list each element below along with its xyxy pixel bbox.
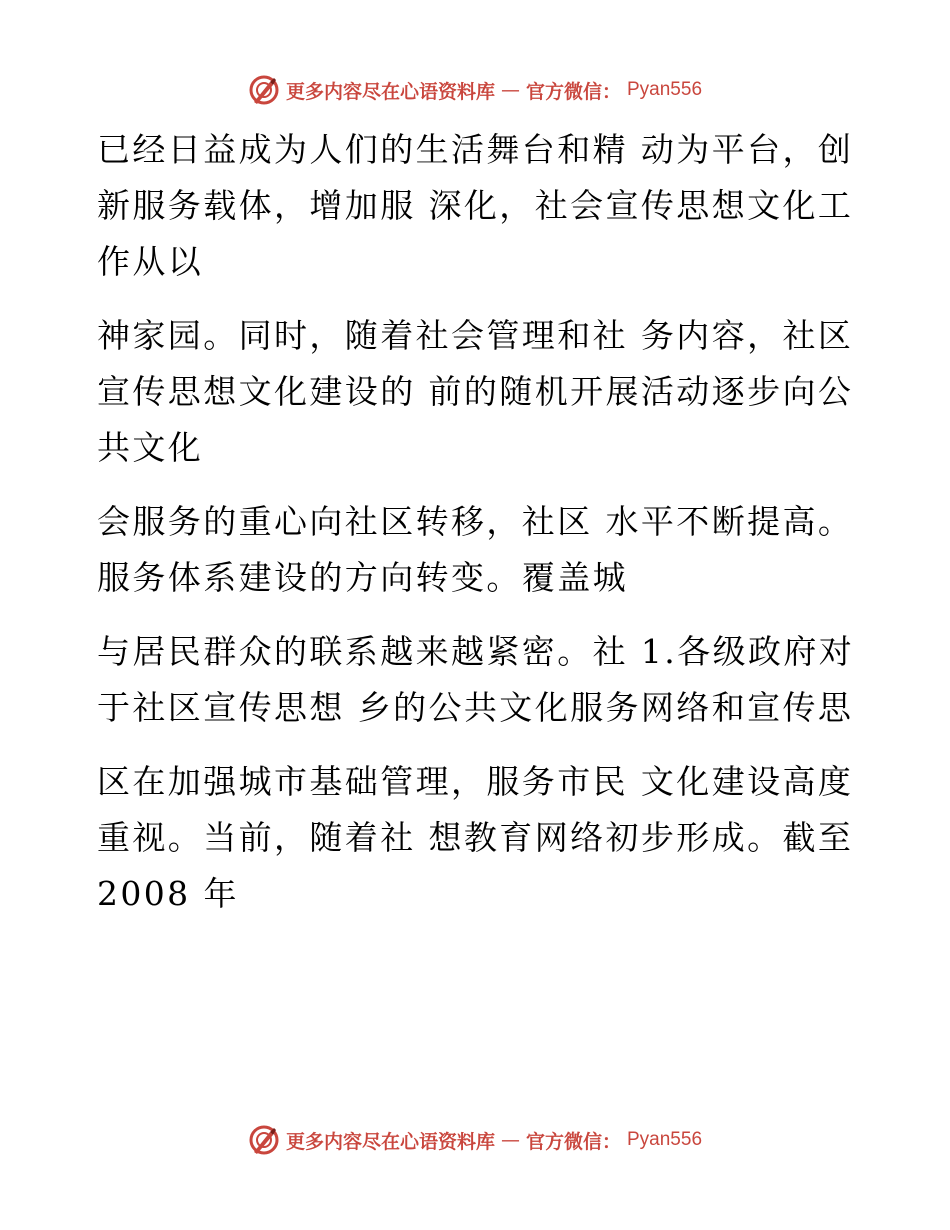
text-line: 宣传思想文化建设的 前的随机开展活动逐步向公 — [97, 372, 854, 411]
text-line: 2008 年 — [97, 874, 239, 913]
footer-banner — [0, 1120, 950, 1160]
banner-title: 更多内容尽在心语资料库 — [285, 80, 495, 103]
text-line: 与居民群众的联系越来越紧密。社 1.各级政府对 — [97, 632, 855, 671]
text-line: 于社区宣传思想 乡的公共文化服务网络和宣传思 — [97, 688, 854, 727]
banner-account-id: Pyan556 — [627, 1129, 703, 1150]
text-line: 作从以 — [97, 242, 204, 281]
text-line: 神家园。同时，随着社会管理和社 务内容，社区 — [97, 316, 854, 355]
text-line: 共文化 — [97, 428, 204, 467]
banner-account-label: 官方微信： — [525, 1130, 621, 1153]
pen-logo-icon — [248, 1124, 280, 1156]
pen-logo-icon — [248, 74, 280, 106]
paragraph-3 — [97, 494, 854, 606]
paragraph-5 — [97, 754, 854, 922]
text-line: 会服务的重心向社区转移，社区 水平不断提高。 — [97, 502, 854, 541]
text-line: 区在加强城市基础管理，服务市民 文化建设高度 — [97, 762, 854, 801]
banner-dash: — — [500, 79, 520, 101]
banner-title: 更多内容尽在心语资料库 — [285, 1130, 495, 1153]
paragraph-1 — [97, 122, 854, 290]
banner-account-id: Pyan556 — [627, 79, 703, 100]
banner-dash: — — [500, 1129, 520, 1151]
text-line: 新服务载体，增加服 深化，社会宣传思想文化工 — [97, 186, 854, 225]
paragraph-4 — [97, 624, 855, 736]
document-body — [97, 122, 855, 940]
paragraph-2 — [97, 308, 854, 476]
header-banner — [0, 70, 950, 110]
text-line: 已经日益成为人们的生活舞台和精 动为平台，创 — [97, 130, 854, 169]
text-line: 重视。当前，随着社 想教育网络初步形成。截至 — [97, 818, 854, 857]
banner-account-label: 官方微信： — [525, 80, 621, 103]
text-line: 服务体系建设的方向转变。覆盖城 — [97, 558, 628, 597]
